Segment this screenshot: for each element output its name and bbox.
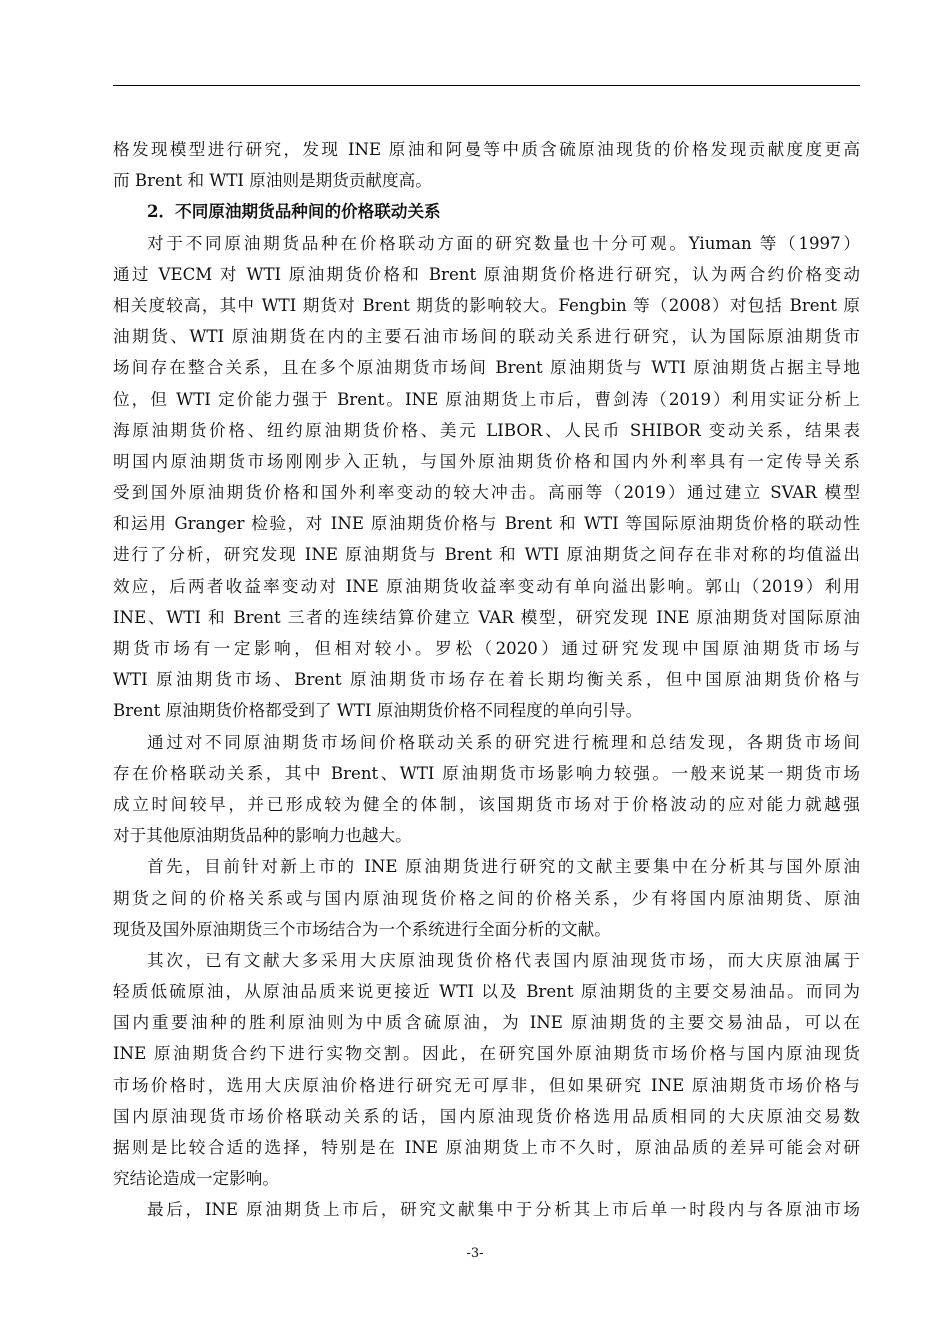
text-line: 据则是比较合适的选择，特别是在 INE 原油期货上市不久时，原油品质的差异可能会对研	[113, 1138, 860, 1157]
text-line: 存在价格联动关系，其中 Brent、WTI 原油期货市场影响力较强。一般来说某一期货市场	[113, 763, 860, 783]
text-line: 通过对不同原油期货市场间价格联动关系的研究进行梳理和总结发现，各期货市场间	[147, 732, 860, 752]
text-line: 首先，目前针对新上市的 INE 原油期货进行研究的文献主要集中在分析其与国外原油	[147, 857, 860, 877]
text-line: INE 原油期货合约下进行实物交割。因此，在研究国外原油期货市场价格与国内原油现货	[113, 1044, 860, 1064]
text-line: 场间存在整合关系，且在多个原油期货市场间 Brent 原油期货与 WTI 原油期货占据主导地	[113, 358, 860, 378]
section-heading: 2．不同原油期货品种间的价格联动关系	[147, 201, 441, 222]
text-line: 对于不同原油期货品种在价格联动方面的研究数量也十分可观。Yiuman 等（1997）	[147, 233, 860, 253]
text-line: 相关度较高，其中 WTI 期货对 Brent 期货的影响较大。Fengbin 等（2008）对包括 Brent 原	[113, 295, 860, 315]
text-line: WTI 原油期货市场、Brent 原油期货市场存在着长期均衡关系，但中国原油期货价格与	[113, 670, 860, 690]
text-line: 位，但 WTI 定价能力强于 Brent。INE 原油期货上市后，曹剑涛（2019）利用实证分析上	[113, 389, 860, 409]
text-line: 期货之间的价格关系或与国内原油现货价格之间的价格关系，少有将国内原油期货、原油	[113, 888, 860, 908]
text-line: 轻质低硫原油，从原油品质来说更接近 WTI 以及 Brent 原油期货的主要交易油品。而同为	[113, 982, 860, 1002]
text-line: 效应，后两者收益率变动对 INE 原油期货收益率变动有单向溢出影响。郭山（2019）利用	[113, 576, 860, 596]
text-line: 格发现模型进行研究，发现 INE 原油和阿曼等中质含硫原油现货的价格发现贡献度度更高	[113, 140, 860, 159]
text-line: 究结论造成一定影响。	[113, 1169, 279, 1189]
text-line: INE、WTI 和 Brent 三者的连续结算价建立 VAR 模型，研究发现 INE 原油期货对国际原油	[113, 607, 860, 627]
text-line: 成立时间较早，并已形成较为健全的体制，该国期货市场对于价格波动的应对能力就越强	[113, 794, 860, 814]
text-line: 进行了分析，研究发现 INE 原油期货与 Brent 和 WTI 原油期货之间存在非对称的均值溢出	[113, 545, 860, 565]
text-line: 受到国外原油期货价格和国外利率变动的较大冲击。高丽等（2019）通过建立 SVAR 模型	[113, 483, 860, 503]
text-line: 通过 VECM 对 WTI 原油期货价格和 Brent 原油期货价格进行研究，认为两合约价格变动	[113, 264, 860, 284]
text-line: 和运用 Granger 检验，对 INE 原油期货价格与 Brent 和 WTI 等国际原油期货价格的联动性	[113, 514, 860, 534]
text-line: Brent 原油期货价格都受到了 WTI 原油期货价格不同程度的单向引导。	[113, 701, 643, 721]
text-line: 海原油期货价格、纽约原油期货价格、美元 LIBOR、人民币 SHIBOR 变动关系，结果表	[113, 420, 860, 440]
text-line: 油期货、WTI 原油期货在内的主要石油市场间的联动关系进行研究，认为国际原油期货市	[113, 327, 860, 347]
text-line: 最后，INE 原油期货上市后，研究文献集中于分析其上市后单一时段内与各原油市场	[147, 1200, 860, 1220]
text-line: 明国内原油期货市场刚刚步入正轨，与国外原油期货价格和国内外利率具有一定传导关系	[113, 451, 860, 471]
header-rule	[113, 85, 860, 86]
page-number: -3-	[466, 1246, 484, 1261]
text-line: 国内重要油种的胜利原油则为中质含硫原油，为 INE 原油期货的主要交易油品，可以在	[113, 1013, 860, 1033]
text-line: 而 Brent 和 WTI 原油则是期货贡献度高。	[113, 171, 432, 191]
text-line: 对于其他原油期货品种的影响力也越大。	[113, 826, 412, 846]
text-line: 市场价格时，选用大庆原油价格进行研究无可厚非，但如果研究 INE 原油期货市场价格与	[113, 1075, 860, 1095]
text-line: 国内原油现货市场价格联动关系的话，国内原油现货价格选用品质相同的大庆原油交易数	[113, 1106, 860, 1126]
text-line: 期货市场有一定影响，但相对较小。罗松（2020）通过研究发现中国原油期货市场与	[113, 639, 860, 658]
text-line: 现货及国外原油期货三个市场结合为一个系统进行全面分析的文献。	[113, 919, 611, 939]
document-body	[113, 134, 860, 1226]
text-line: 其次，已有文献大多采用大庆原油现货价格代表国内原油现货市场，而大庆原油属于	[147, 950, 860, 970]
